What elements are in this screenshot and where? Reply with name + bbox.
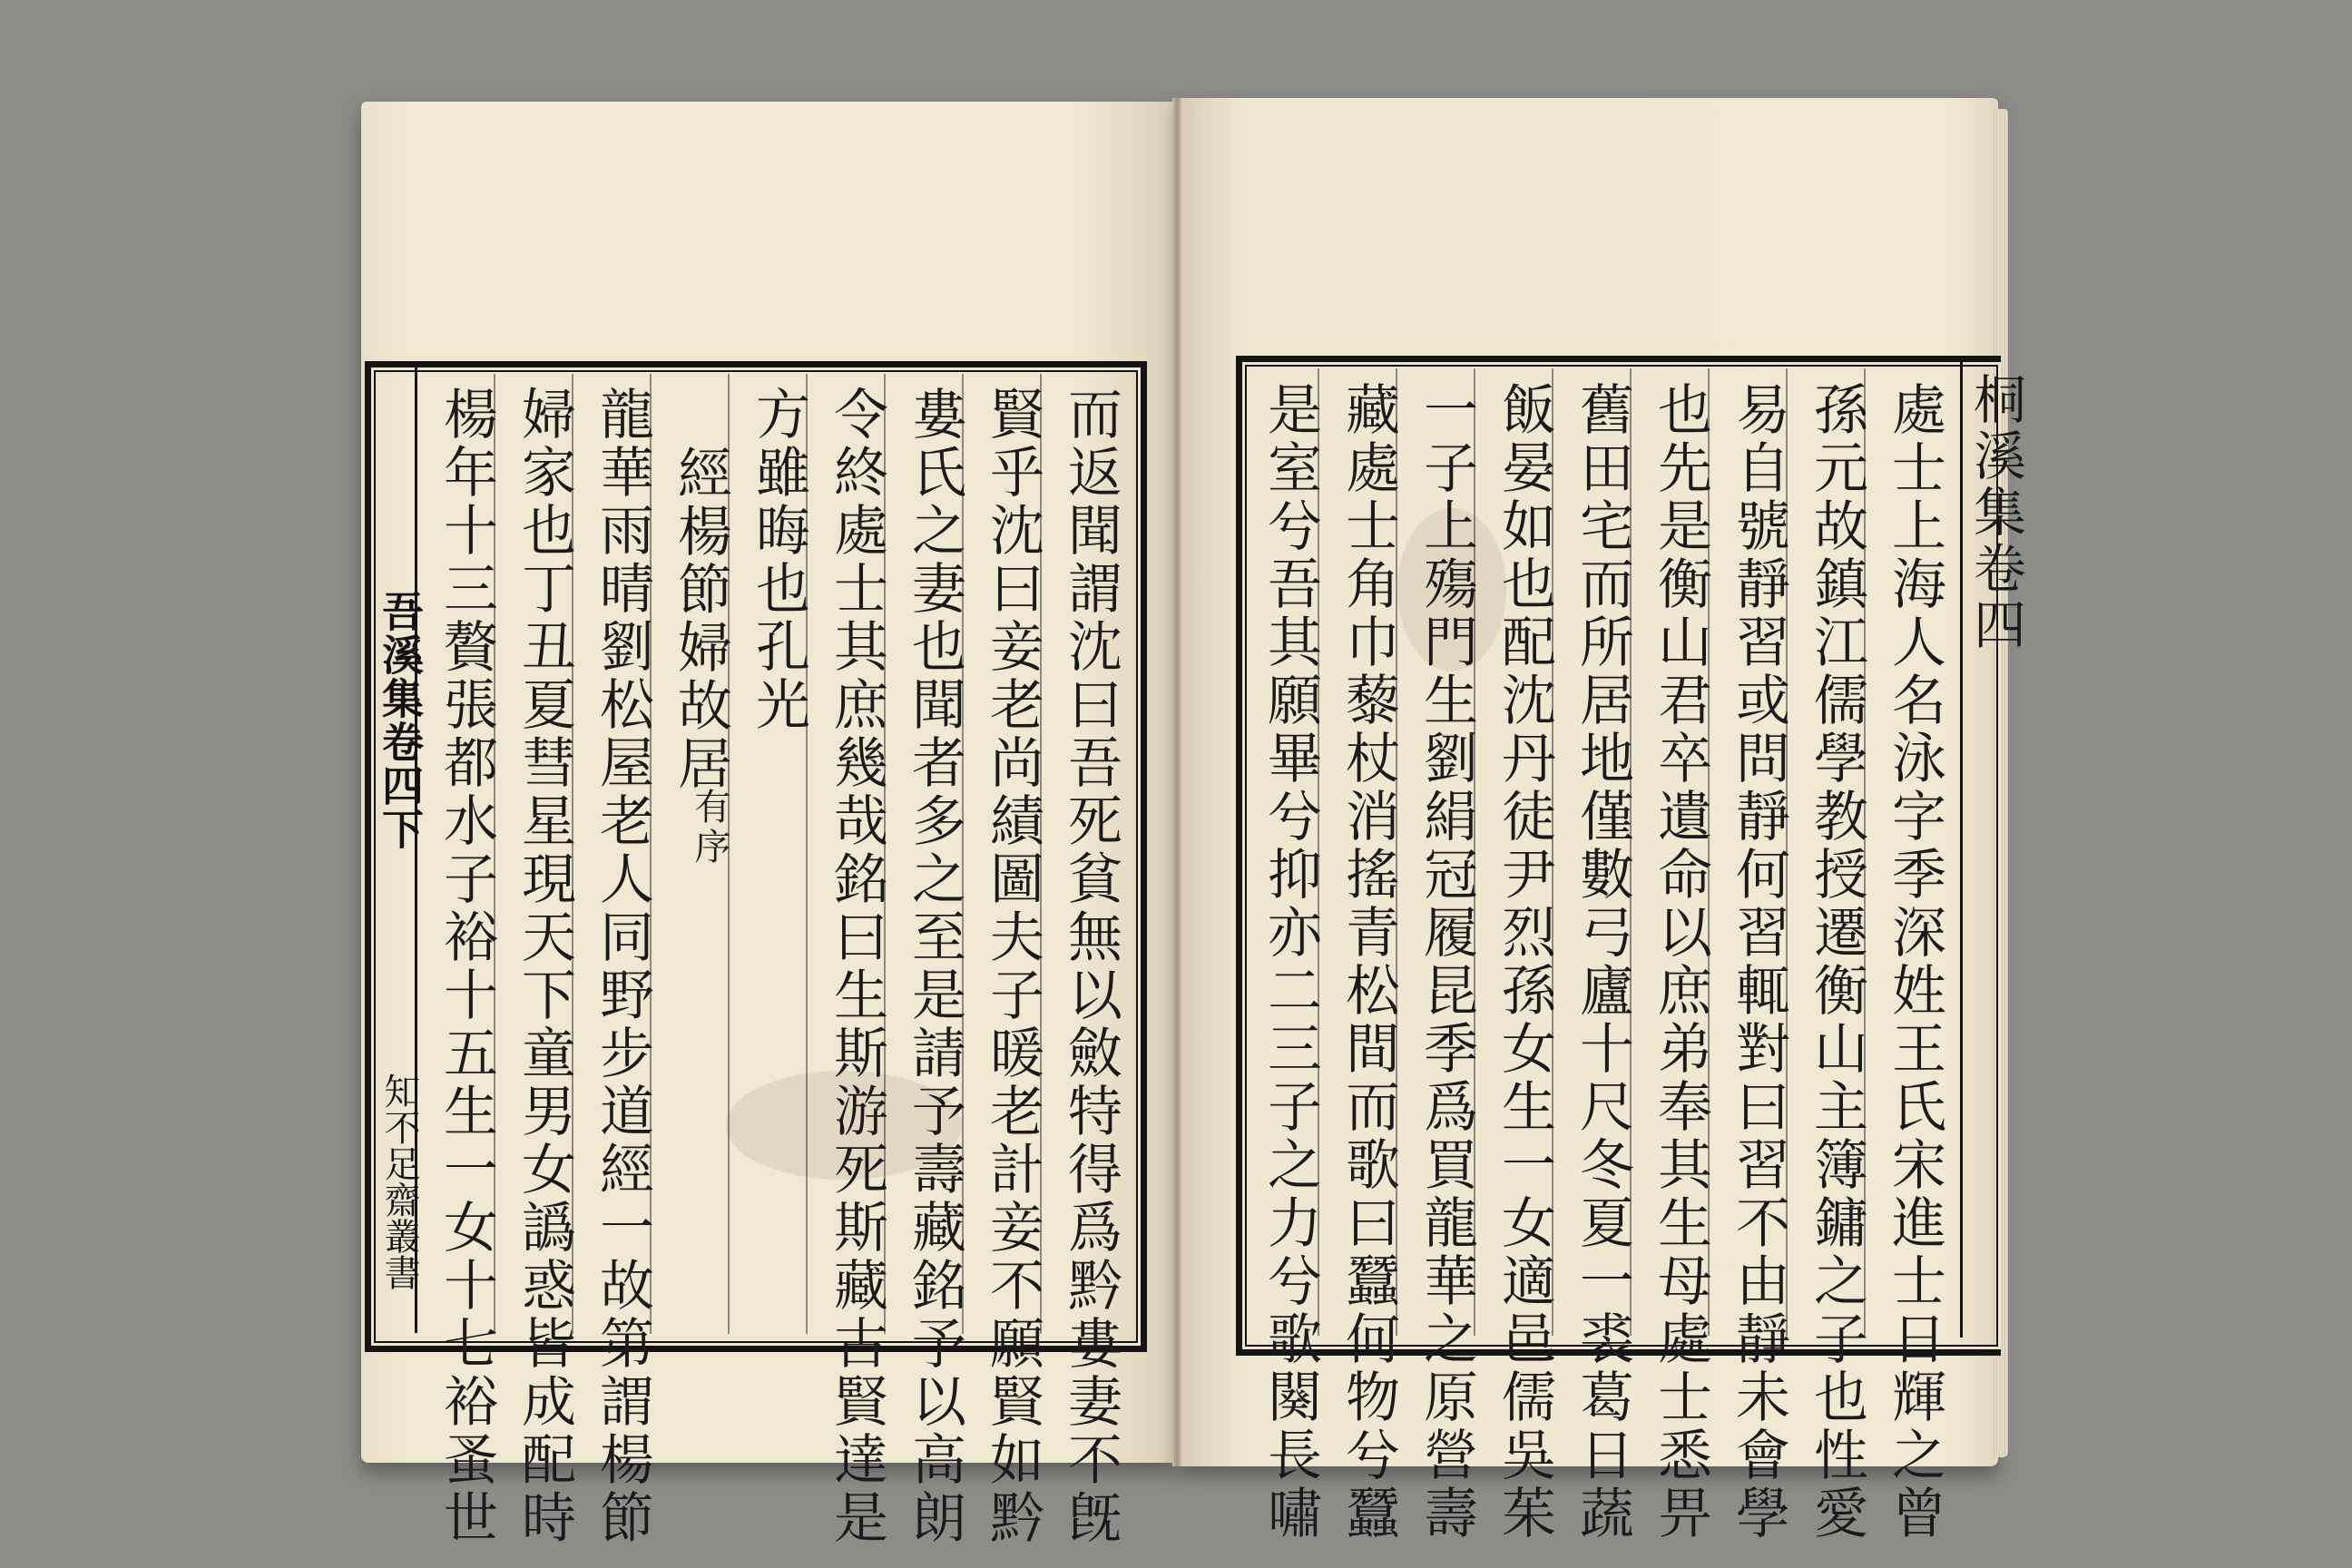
text-column: 孫元故鎮江儒學教授遷衡山主簿鏞之子也性愛 bbox=[1805, 381, 1868, 1543]
text-column: 飯晏如也配沈丹徒尹烈孫女生一女適邑儒吳茱 bbox=[1493, 381, 1556, 1543]
text-column: 而返聞謂沈曰吾死貧無以斂特得爲黔婁妻不旣 bbox=[1059, 386, 1122, 1547]
book-gutter bbox=[1172, 98, 1181, 1466]
text-column: 婁氏之妻也聞者多之至是請予壽藏銘予以高朗 bbox=[903, 386, 966, 1547]
bookblock-studio: 知不足齋叢書 bbox=[378, 1073, 420, 1290]
text-column: 楊年十三贅張都水子裕十五生一女十七裕蚤世 bbox=[435, 386, 498, 1547]
text-column: 易自號靜習或問靜何習輒對曰習不由靜未會學 bbox=[1727, 381, 1790, 1543]
text-column: 令終處士其庶幾哉銘曰生斯游死斯藏古賢達是 bbox=[825, 386, 888, 1547]
text-column: 舊田宅而所居地僅數弓廬十尺冬夏一裘葛日蔬 bbox=[1571, 381, 1634, 1543]
text-column: 婦家也丁丑夏彗星現天下童男女譌惑皆成配時 bbox=[513, 386, 576, 1547]
title-note: 有序 bbox=[689, 788, 730, 867]
text-column: 方雖晦也孔光 bbox=[747, 386, 810, 734]
text-column: 處士上海人名泳字季深姓王氏宋進士日輝之曾 bbox=[1883, 381, 1946, 1543]
bookblock-title: 吾溪集卷四下 bbox=[376, 590, 425, 851]
edge-title: 桐溪集卷四 bbox=[1965, 372, 2026, 653]
text-column: 龍華雨晴劉松屋老人同野步道經一故第謂楊節 bbox=[591, 386, 654, 1547]
text-column: 賢乎沈曰妾老尚績圖夫子暖老計妾不願賢如黔 bbox=[981, 386, 1044, 1547]
poem-title: 經楊節婦故居 bbox=[669, 445, 732, 793]
text-column: 藏處士角巾藜杖消搖青松間而歌曰蠶何物兮蠶 bbox=[1337, 381, 1400, 1543]
text-column: 也先是衡山君卒遺命以庶弟奉其生母處士悉畀 bbox=[1649, 381, 1712, 1543]
text-column: 一子上殤門生劉絹冠履昆季爲買龍華之原營壽 bbox=[1415, 381, 1478, 1543]
text-column: 是室兮吾其願畢兮抑亦二三子之力兮歌闋長嘯 bbox=[1259, 381, 1322, 1543]
